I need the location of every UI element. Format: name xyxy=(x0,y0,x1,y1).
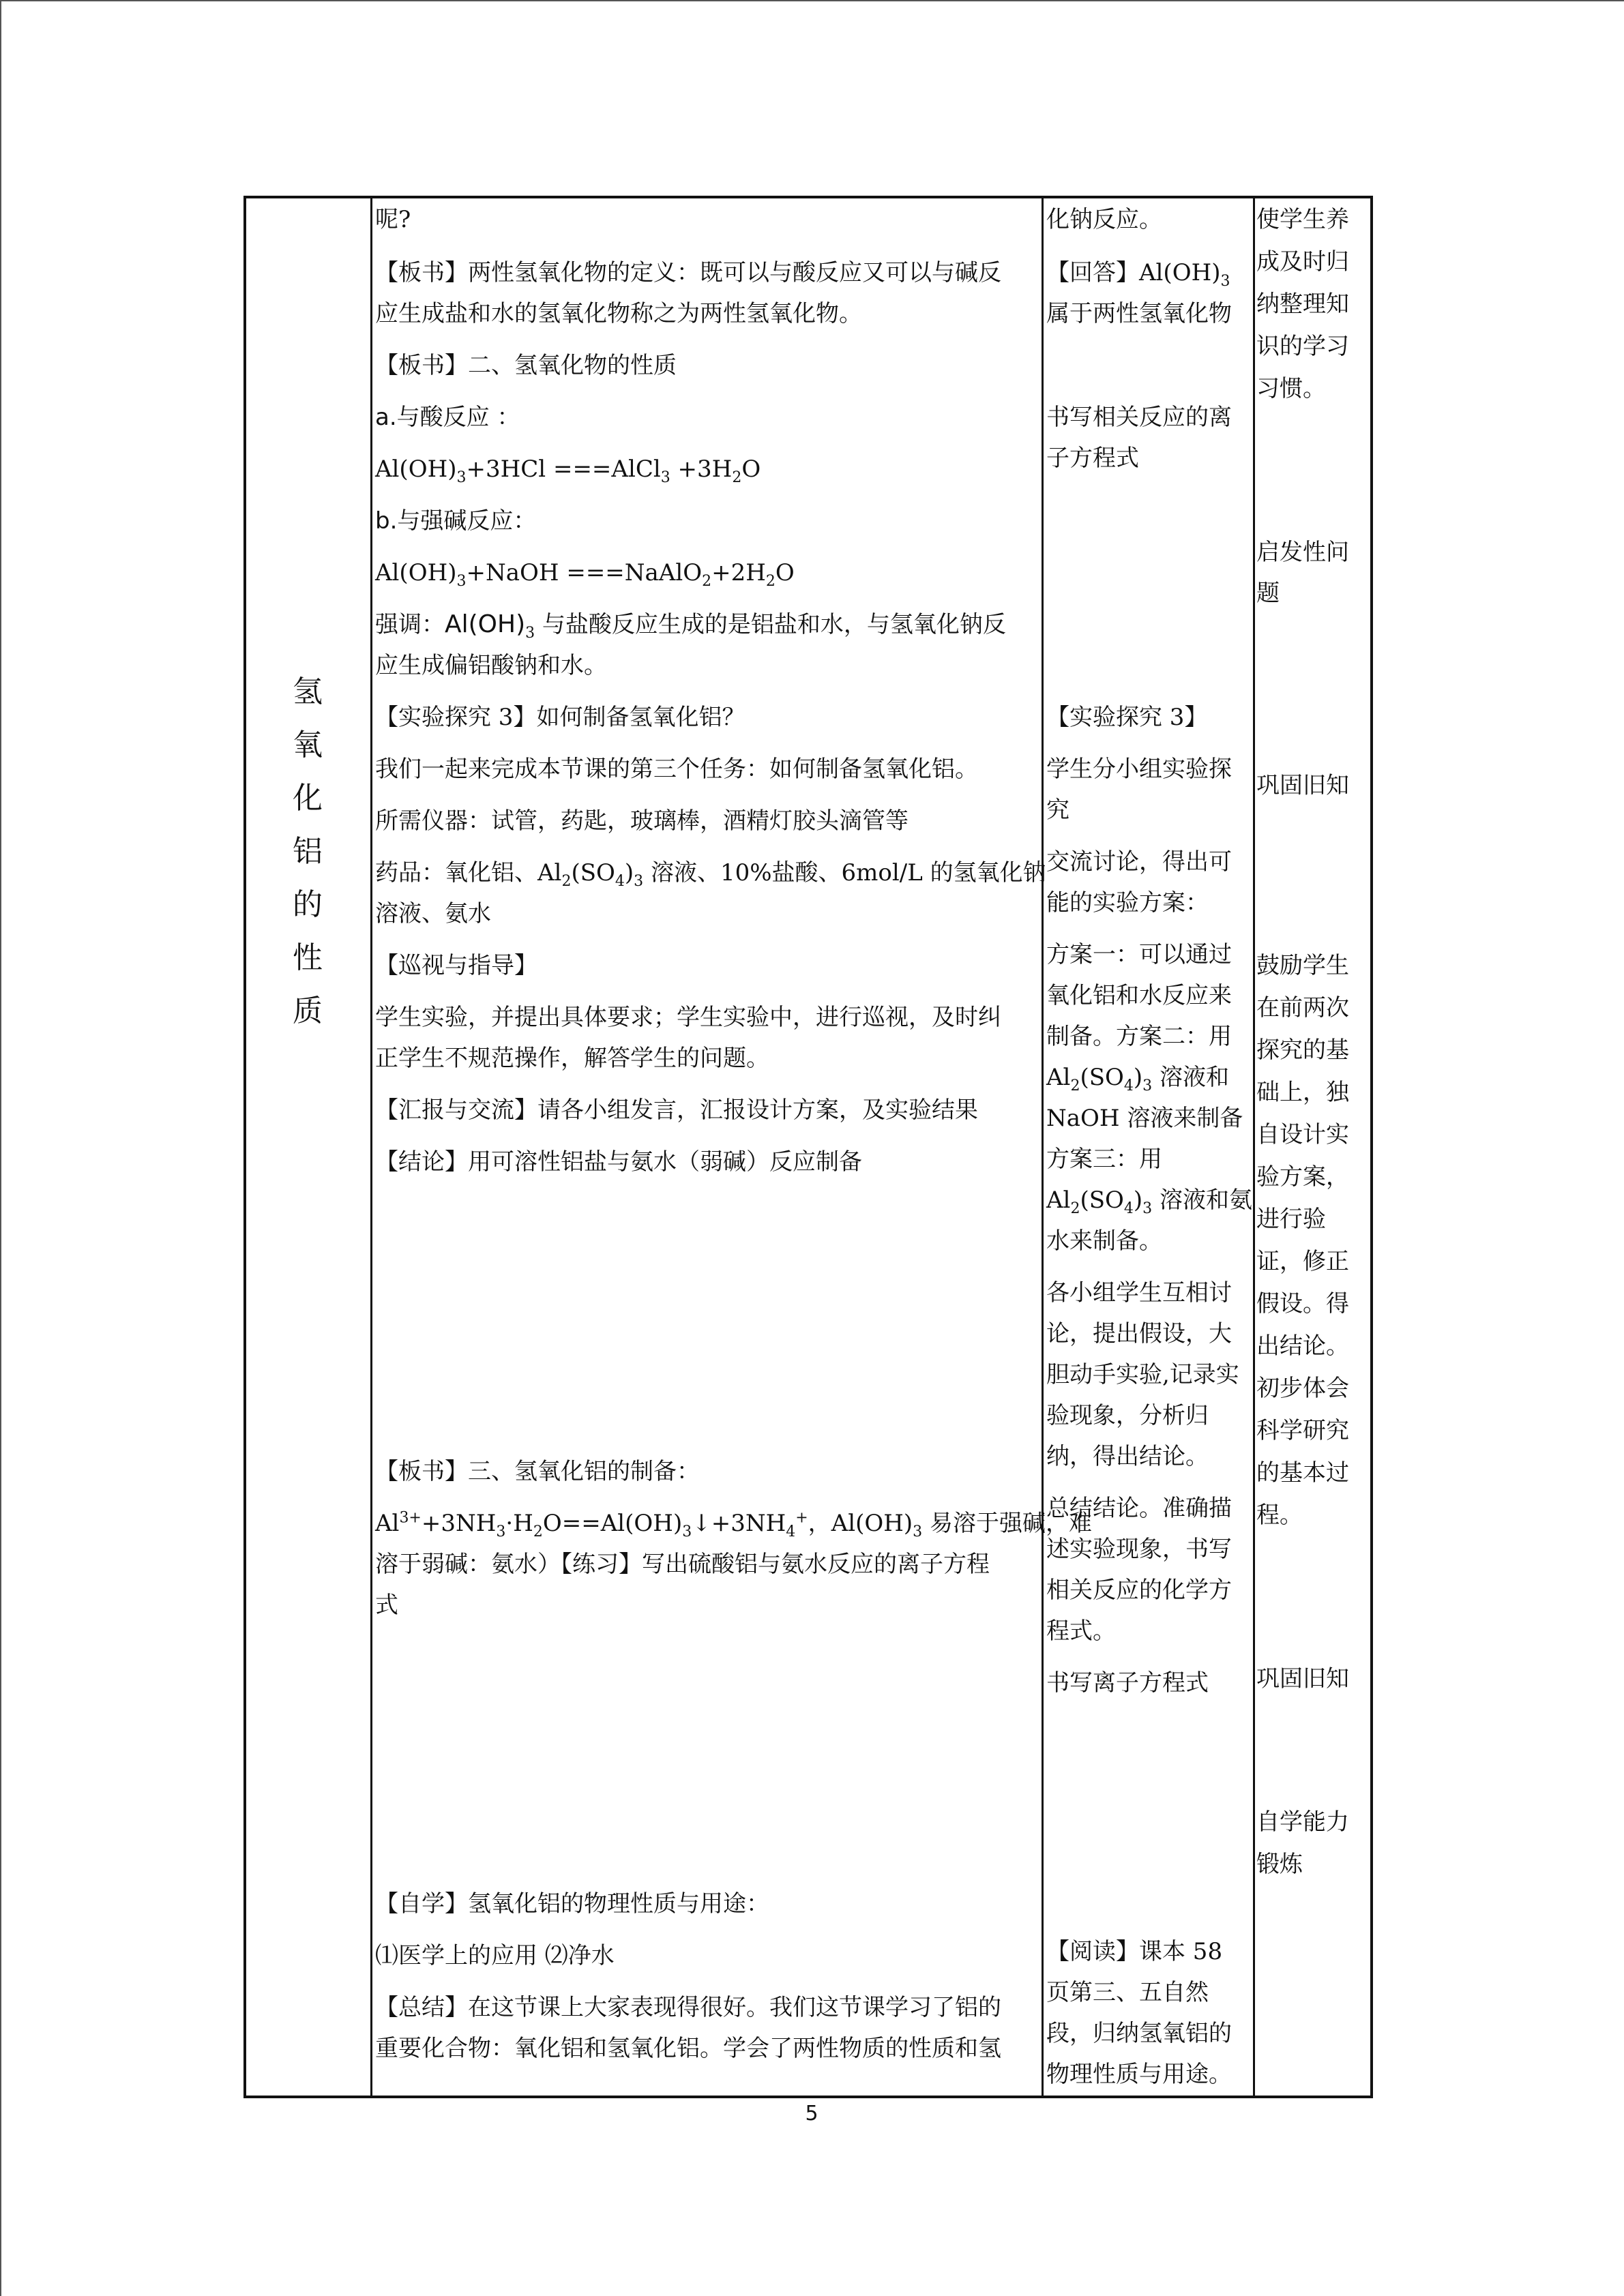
student-line: 学生分小组实验探 xyxy=(1046,756,1232,783)
student-line: 述实验现象，书写 xyxy=(1046,1536,1232,1563)
student-line: 水来制备。 xyxy=(1046,1227,1162,1255)
topic-char: 性 xyxy=(293,940,323,975)
student-line: 纳，得出结论。 xyxy=(1046,1443,1209,1470)
equation-preparation: $Al^{3+}+3NH_3\cdot H_2O==Al(OH)_3↓+3NH_4^+$，$Al(OH)_3$ 易溶于强碱，难 xyxy=(375,1509,1092,1540)
content-line: b.与强碱反应： xyxy=(375,507,537,535)
topic-char: 氢 xyxy=(293,674,323,709)
student-line: 【实验探究 3】 xyxy=(1046,704,1208,731)
student-line: 制备。方案二：用 xyxy=(1046,1023,1232,1050)
student-line: 物理性质与用途。 xyxy=(1046,2061,1232,2088)
student-line: $Al_2(SO_4)_3$ 溶液和 xyxy=(1046,1064,1229,1094)
intent-line: 证，修正 xyxy=(1256,1248,1349,1275)
emphasis-line: 强调：$Al(OH)_3$ 与盐酸反应生成的是铝盐和水，与氢氧化钠反 xyxy=(375,610,1006,642)
content-line: 所需仪器：试管，药匙，玻璃棒，酒精灯胶头滴管等 xyxy=(375,807,909,835)
content-line: 【自学】氢氧化铝的物理性质与用途： xyxy=(375,1890,769,1918)
student-line: 验现象，分析归 xyxy=(1046,1402,1209,1429)
content-line: 呢? xyxy=(375,206,411,233)
content-line: 重要化合物：氧化铝和氢氧化铝。学会了两性物质的性质和氢 xyxy=(375,2035,1001,2062)
student-line: 论，提出假设，大 xyxy=(1046,1320,1232,1347)
content-line: 【板书】三、氢氧化铝的制备： xyxy=(375,1458,700,1485)
content-line: 学生实验，并提出具体要求；学生实验中，进行巡视，及时纠 xyxy=(375,1004,1001,1031)
content-line: 【总结】在这节课上大家表现得很好。我们这节课学习了铝的 xyxy=(375,1994,1001,2021)
intent-line: 习惯。 xyxy=(1256,375,1326,402)
content-line: a.与酸反应 ： xyxy=(375,404,520,431)
intent-line: 巩固旧知 xyxy=(1256,772,1349,799)
student-line: 氧化铝和水反应来 xyxy=(1046,982,1232,1009)
student-activity-cell xyxy=(1044,198,1253,2096)
content-line: 【板书】二、氢氧化物的性质 xyxy=(375,352,677,379)
student-line: 程式。 xyxy=(1046,1617,1116,1645)
intent-line: 验方案， xyxy=(1256,1163,1349,1191)
student-line: 【回答】$Al(OH)_3$ xyxy=(1046,259,1230,290)
topic-char: 的 xyxy=(293,887,323,922)
student-line: 页第三、五自然 xyxy=(1046,1979,1209,2006)
intent-line: 识的学习 xyxy=(1256,333,1349,360)
intent-line: 出结论。 xyxy=(1256,1332,1349,1360)
content-line: ⑴医学上的应用 ⑵净水 xyxy=(375,1942,615,1969)
intent-line: 巩固旧知 xyxy=(1256,1665,1349,1693)
intent-line: 进行验 xyxy=(1256,1206,1326,1233)
student-line: NaOH 溶液来制备 xyxy=(1046,1105,1243,1132)
content-line: 式 xyxy=(375,1592,398,1619)
content-line: 【汇报与交流】请各小组发言，汇报设计方案，及实验结果 xyxy=(375,1097,978,1124)
intent-line: 自设计实 xyxy=(1256,1121,1349,1148)
student-line: 相关反应的化学方 xyxy=(1046,1577,1232,1604)
student-line: 能的实验方案： xyxy=(1046,889,1209,916)
intent-line: 启发性问 xyxy=(1256,539,1349,566)
intent-line: 锻炼 xyxy=(1256,1851,1303,1878)
content-line: 【结论】用可溶性铝盐与氨水（弱碱）反应制备 xyxy=(375,1148,862,1176)
student-line: 【阅读】课本 58 xyxy=(1046,1938,1223,1965)
topic-char: 化 xyxy=(293,781,323,816)
content-line: 我们一起来完成本节课的第三个任务：如何制备氢氧化铝。 xyxy=(375,756,978,783)
intent-line: 础上，独 xyxy=(1256,1079,1349,1106)
student-line: 书写相关反应的离 xyxy=(1046,404,1232,431)
student-line: 子方程式 xyxy=(1046,445,1139,472)
student-line: 方案三：用 xyxy=(1046,1146,1162,1173)
student-line: 究 xyxy=(1046,796,1069,824)
content-line: 溶液、氨水 xyxy=(375,900,491,927)
intent-line: 科学研究 xyxy=(1256,1417,1349,1444)
teacher-activity-cell xyxy=(372,198,1092,2096)
student-line: 化钠反应。 xyxy=(1046,206,1162,233)
intent-line: 探究的基 xyxy=(1256,1037,1349,1064)
lesson-plan-table xyxy=(243,196,1373,2098)
content-line: 正学生不规范操作，解答学生的问题。 xyxy=(375,1045,769,1072)
student-line: 方案一：可以通过 xyxy=(1046,941,1232,968)
content-line: 应生成偏铝酸钠和水。 xyxy=(375,652,607,679)
design-intent-cell xyxy=(1255,198,1371,2096)
intent-line: 鼓励学生 xyxy=(1256,952,1349,979)
intent-line: 使学生养 xyxy=(1256,206,1349,233)
student-line: 胆动手实验,记录实 xyxy=(1046,1361,1239,1388)
intent-line: 在前两次 xyxy=(1256,994,1349,1022)
intent-line: 的基本过 xyxy=(1256,1459,1349,1487)
student-line: 段，归纳氢氧铝的 xyxy=(1046,2020,1232,2047)
intent-line: 自学能力 xyxy=(1256,1808,1349,1836)
student-line: $Al_2(SO_4)_3$ 溶液和氨 xyxy=(1046,1187,1252,1217)
intent-line: 成及时归 xyxy=(1256,248,1349,275)
student-line: 书写离子方程式 xyxy=(1046,1669,1209,1697)
student-line: 属于两性氢氧化物 xyxy=(1046,300,1232,327)
student-line: 各小组学生互相讨 xyxy=(1046,1279,1232,1307)
page-number: 5 xyxy=(805,2102,818,2126)
intent-line: 假设。得 xyxy=(1256,1290,1349,1317)
content-line: 溶于弱碱：氨水）【练习】写出硫酸铝与氨水反应的离子方程 xyxy=(375,1551,990,1578)
topic-cell xyxy=(246,198,370,2096)
equation-base: $Al(OH)_3+NaOH$ $===NaAlO_2+2H_2O$ xyxy=(375,559,795,590)
topic-char: 铝 xyxy=(293,834,323,869)
intent-line: 纳整理知 xyxy=(1256,290,1349,318)
content-line: 【板书】两性氢氧化物的定义：既可以与酸反应又可以与碱反 xyxy=(375,259,1001,286)
intent-line: 程。 xyxy=(1256,1502,1303,1529)
intent-line: 初步体会 xyxy=(1256,1375,1349,1402)
student-line: 交流讨论，得出可 xyxy=(1046,848,1232,876)
content-line: 应生成盐和水的氢氧化物称之为两性氢氧化物。 xyxy=(375,300,862,327)
topic-char: 氧 xyxy=(293,728,323,762)
content-line: 【巡视与指导】 xyxy=(375,952,537,979)
content-line: 【实验探究 3】如何制备氢氧化铝？ xyxy=(375,704,745,731)
intent-line: 题 xyxy=(1256,580,1280,607)
equation-acid: $Al(OH)_3+3HCl$ ===AlCl$_3$ $+3H_2O$ xyxy=(375,456,761,486)
topic-char: 质 xyxy=(293,994,323,1028)
reagents-line: 药品：氧化铝、$Al_2(SO_4)_3$ 溶液、10%盐酸、6mol/L 的氢氧化钠 xyxy=(375,859,1046,890)
student-line: 总结结论。准确描 xyxy=(1046,1495,1232,1522)
